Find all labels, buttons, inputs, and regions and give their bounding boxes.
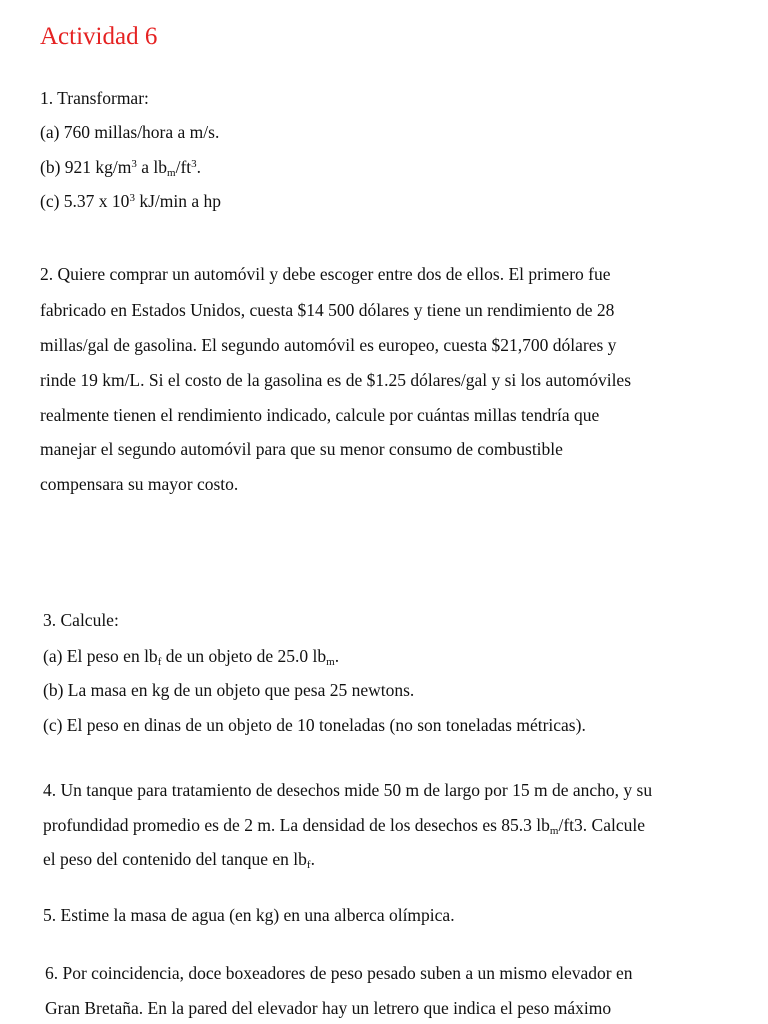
q3-b: (b) La masa en kg de un objeto que pesa 25 newtons.: [43, 680, 415, 700]
q3-a: [43, 644, 339, 668]
q3-a-pre: (a) El peso en lb: [43, 646, 158, 666]
q1-intro: 1. Transformar:: [40, 88, 149, 108]
q2-line: rinde 19 km/L. Si el costo de la gasolina es de $1.25 dólares/gal y si los automóviles: [40, 370, 632, 390]
q3-intro: 3. Calcule:: [43, 610, 119, 630]
q6-line: Gran Bretaña. En la pared del elevador hay un letrero que indica el peso máximo: [45, 998, 612, 1018]
q2-line: realmente tienen el rendimiento indicado, calcule por cuántas millas tendría que: [40, 405, 600, 425]
q1-c-exp: 3: [129, 192, 135, 204]
q1-b-sub: m: [167, 167, 176, 179]
q4-line3-end: .: [310, 849, 315, 869]
q4-line2-sub: m: [549, 825, 559, 837]
q1-a: (a) 760 millas/hora a m/s.: [40, 122, 220, 142]
q1-b-exp2: 3: [191, 158, 197, 170]
q4-line2: [43, 813, 645, 837]
q1-c-end: kJ/min a hp: [134, 191, 221, 211]
q1-c-pre: (c) 5.37 x 10: [40, 191, 130, 211]
q4-line2-end: /ft3. Calcule: [558, 815, 645, 835]
q4-line3-sub: f: [306, 859, 311, 871]
q2-line: manejar el segundo automóvil para que su menor consumo de combustible: [40, 439, 563, 459]
q2-line: millas/gal de gasolina. El segundo automóvil es europeo, cuesta $21,700 dólares y: [40, 335, 617, 355]
q4-line2-pre: profundidad promedio es de 2 m. La densidad de los desechos es 85.3 lb: [43, 815, 550, 835]
page-title: Actividad 6: [40, 23, 158, 50]
q1-c: [40, 189, 221, 213]
q3-a-sub1: f: [157, 656, 162, 668]
q3-a-end: .: [334, 646, 340, 666]
q3-c: (c) El peso en dinas de un objeto de 10 toneladas (no son toneladas métricas).: [43, 715, 586, 735]
q4-line3: [43, 847, 315, 871]
q1-b: [40, 155, 201, 179]
q6-line: 6. Por coincidencia, doce boxeadores de peso pesado suben a un mismo elevador en: [45, 963, 633, 983]
q1-b-pre: (b) 921 kg/m: [40, 157, 132, 177]
q2-line: fabricado en Estados Unidos, cuesta $14 500 dólares y tiene un rendimiento de 28: [40, 300, 615, 320]
q3-a-mid: de un objeto de 25.0 lb: [161, 646, 327, 666]
q1-b-end: .: [196, 157, 202, 177]
q1-b-mid2: /ft: [175, 157, 192, 177]
q3-a-sub2: m: [326, 656, 335, 668]
q2-line: 2. Quiere comprar un automóvil y debe escoger entre dos de ellos. El primero fue: [40, 264, 611, 284]
q2-last-line: compensara su mayor costo.: [40, 474, 239, 494]
q4-line3-pre: el peso del contenido del tanque en lb: [43, 849, 307, 869]
q1-b-exp1: 3: [131, 158, 137, 170]
q4-line1: 4. Un tanque para tratamiento de desechos mide 50 m de largo por 15 m de ancho, y su: [43, 780, 653, 800]
q1-b-mid: a lb: [136, 157, 168, 177]
q5: 5. Estime la masa de agua (en kg) en una alberca olímpica.: [43, 905, 455, 925]
